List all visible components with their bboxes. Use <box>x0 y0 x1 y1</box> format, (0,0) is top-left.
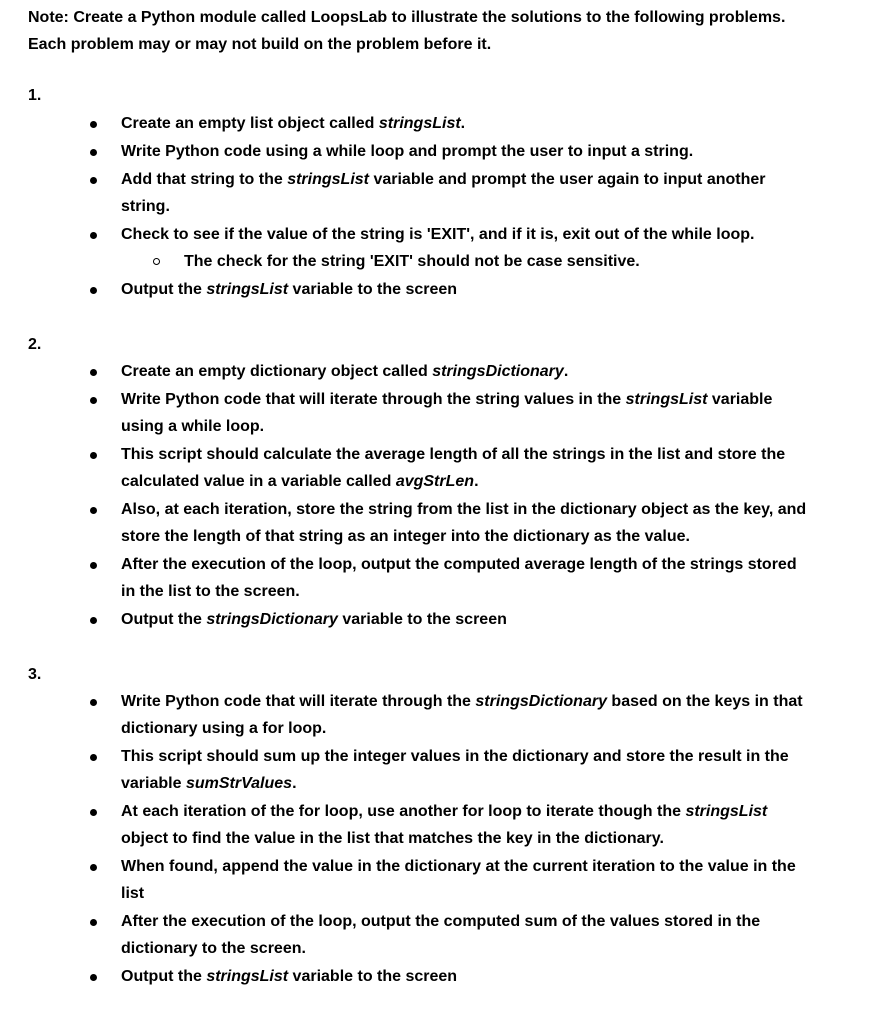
problem-3-line-9: After the execution of the loop, output the computed sum of the values stored in the <box>121 913 761 930</box>
bullet-icon <box>90 617 97 624</box>
problem-2-line-2: Write Python code that will iterate through the string values in the stringsList variable <box>121 391 773 408</box>
problem-1-subline-1: The check for the string 'EXIT' should not be case sensitive. <box>184 253 640 270</box>
problem-2-line-9: in the list to the screen. <box>121 583 300 600</box>
problem-3-line-8: list <box>121 885 145 902</box>
problem-2-line-6: Also, at each iteration, store the string from the list in the dictionary object as the key, and <box>121 501 807 518</box>
bullet-icon <box>90 369 97 376</box>
problem-3-line-4: variable sumStrValues. <box>121 775 297 792</box>
problem-3-line-6: object to find the value in the list that matches the key in the dictionary. <box>121 830 664 847</box>
bullet-icon <box>90 232 97 239</box>
problem-3-number: 3. <box>28 666 42 683</box>
problem-3-line-3: This script should sum up the integer values in the dictionary and store the result in the <box>121 748 789 765</box>
bullet-icon <box>90 397 97 404</box>
problem-1-line-1: Create an empty list object called stringsList. <box>121 115 466 132</box>
problem-1-line-2: Write Python code using a while loop and prompt the user to input a string. <box>121 143 694 160</box>
problem-2-line-5: calculated value in a variable called avgStrLen. <box>121 473 479 490</box>
bullet-icon <box>90 562 97 569</box>
problem-1-number: 1. <box>28 87 42 104</box>
problem-2-line-4: This script should calculate the average length of all the strings in the list and store the <box>121 446 786 463</box>
problem-2-number: 2. <box>28 336 42 353</box>
problem-2-line-7: store the length of that string as an integer into the dictionary as the value. <box>121 528 690 545</box>
bullet-icon <box>90 177 97 184</box>
problem-3-line-2: dictionary using a for loop. <box>121 720 327 737</box>
problem-2-line-3: using a while loop. <box>121 418 265 435</box>
problem-3-line-11: Output the stringsList variable to the screen <box>121 968 458 985</box>
problem-3-line-1: Write Python code that will iterate through the stringsDictionary based on the keys in that <box>121 693 803 710</box>
bullet-icon <box>90 919 97 926</box>
problem-1-line-5: Check to see if the value of the string is 'EXIT', and if it is, exit out of the while loop. <box>121 226 755 243</box>
problem-2-line-1: Create an empty dictionary object called stringsDictionary. <box>121 363 569 380</box>
problem-3-line-10: dictionary to the screen. <box>121 940 306 957</box>
note-line-2: Each problem may or may not build on the problem before it. <box>28 36 492 53</box>
problem-2-line-10: Output the stringsDictionary variable to the screen <box>121 611 507 628</box>
bullet-icon <box>90 121 97 128</box>
problem-3-line-5: At each iteration of the for loop, use another for loop to iterate though the stringsList <box>121 803 768 820</box>
bullet-icon <box>90 149 97 156</box>
bullet-icon <box>90 864 97 871</box>
problem-1-line-4: string. <box>121 198 170 215</box>
bullet-icon <box>90 507 97 514</box>
problem-1-line-6: Output the stringsList variable to the screen <box>121 281 458 298</box>
problem-1-line-3: Add that string to the stringsList variable and prompt the user again to input another <box>121 171 766 188</box>
bullet-icon <box>90 974 97 981</box>
problem-3-line-7: When found, append the value in the dictionary at the current iteration to the value in the <box>121 858 796 875</box>
bullet-icon <box>90 452 97 459</box>
bullet-icon <box>90 287 97 294</box>
bullet-icon <box>90 699 97 706</box>
note-paragraph <box>28 4 858 58</box>
bullet-icon <box>90 754 97 761</box>
note-line-1: Note: Create a Python module called LoopsLab to illustrate the solutions to the following problems. <box>28 9 786 26</box>
sub-bullet-icon <box>153 258 160 265</box>
problem-2-line-8: After the execution of the loop, output the computed average length of the strings stored <box>121 556 797 573</box>
bullet-icon <box>90 809 97 816</box>
